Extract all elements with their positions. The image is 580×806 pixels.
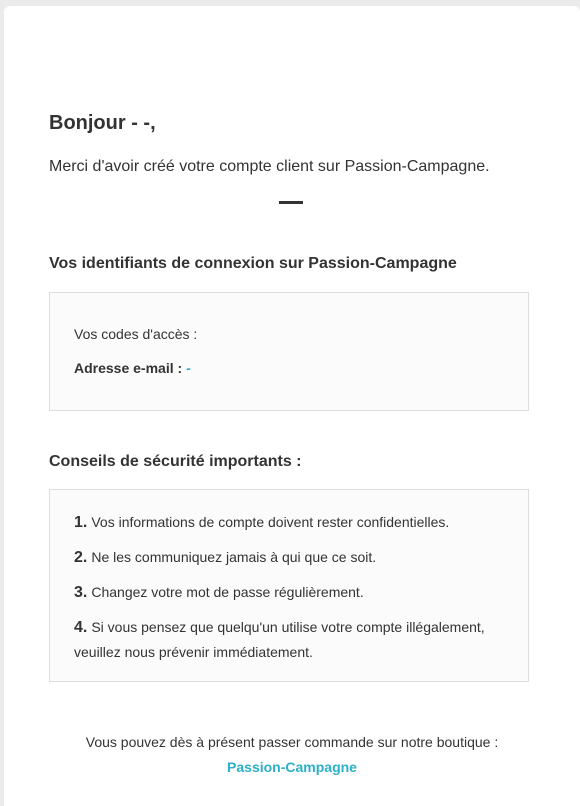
credentials-title: Vos identifiants de connexion sur Passion-Campagne xyxy=(49,255,457,272)
email-value[interactable]: - xyxy=(186,360,191,376)
codes-label: Vos codes d'accès : xyxy=(74,326,198,342)
tip-number: 1. xyxy=(74,514,88,531)
security-tips-list xyxy=(74,510,494,674)
security-title: Conseils de sécurité importants : xyxy=(49,453,302,470)
email-label: Adresse e-mail : xyxy=(74,360,183,376)
email-line xyxy=(74,360,191,376)
tip-text: Changez votre mot de passe régulièrement. xyxy=(91,584,364,600)
intro-text: Merci d'avoir créé votre compte client sur Passion-Campagne. xyxy=(49,158,490,175)
tip-item xyxy=(74,545,494,570)
tip-text: Ne les communiquez jamais à qui que ce soit. xyxy=(91,549,377,565)
footer-text: Vous pouvez dès à présent passer commande sur notre boutique : xyxy=(85,734,499,750)
tip-number: 2. xyxy=(74,549,88,566)
email-card xyxy=(4,6,580,806)
tip-text: Si vous pensez que quelqu'un utilise votre compte illégalement, veuillez nous prévenir immédiatement. xyxy=(74,619,485,660)
divider xyxy=(279,201,303,204)
greeting-heading: Bonjour - -, xyxy=(49,112,156,134)
security-tips-box xyxy=(49,489,529,682)
tip-item xyxy=(74,580,494,605)
tip-number: 3. xyxy=(74,584,88,601)
shop-link[interactable]: Passion-Campagne xyxy=(227,759,357,775)
tip-item xyxy=(74,615,494,664)
tip-text: Vos informations de compte doivent rester confidentielles. xyxy=(91,514,450,530)
tip-item xyxy=(74,510,494,535)
credentials-box xyxy=(49,292,529,411)
tip-number: 4. xyxy=(74,619,88,636)
